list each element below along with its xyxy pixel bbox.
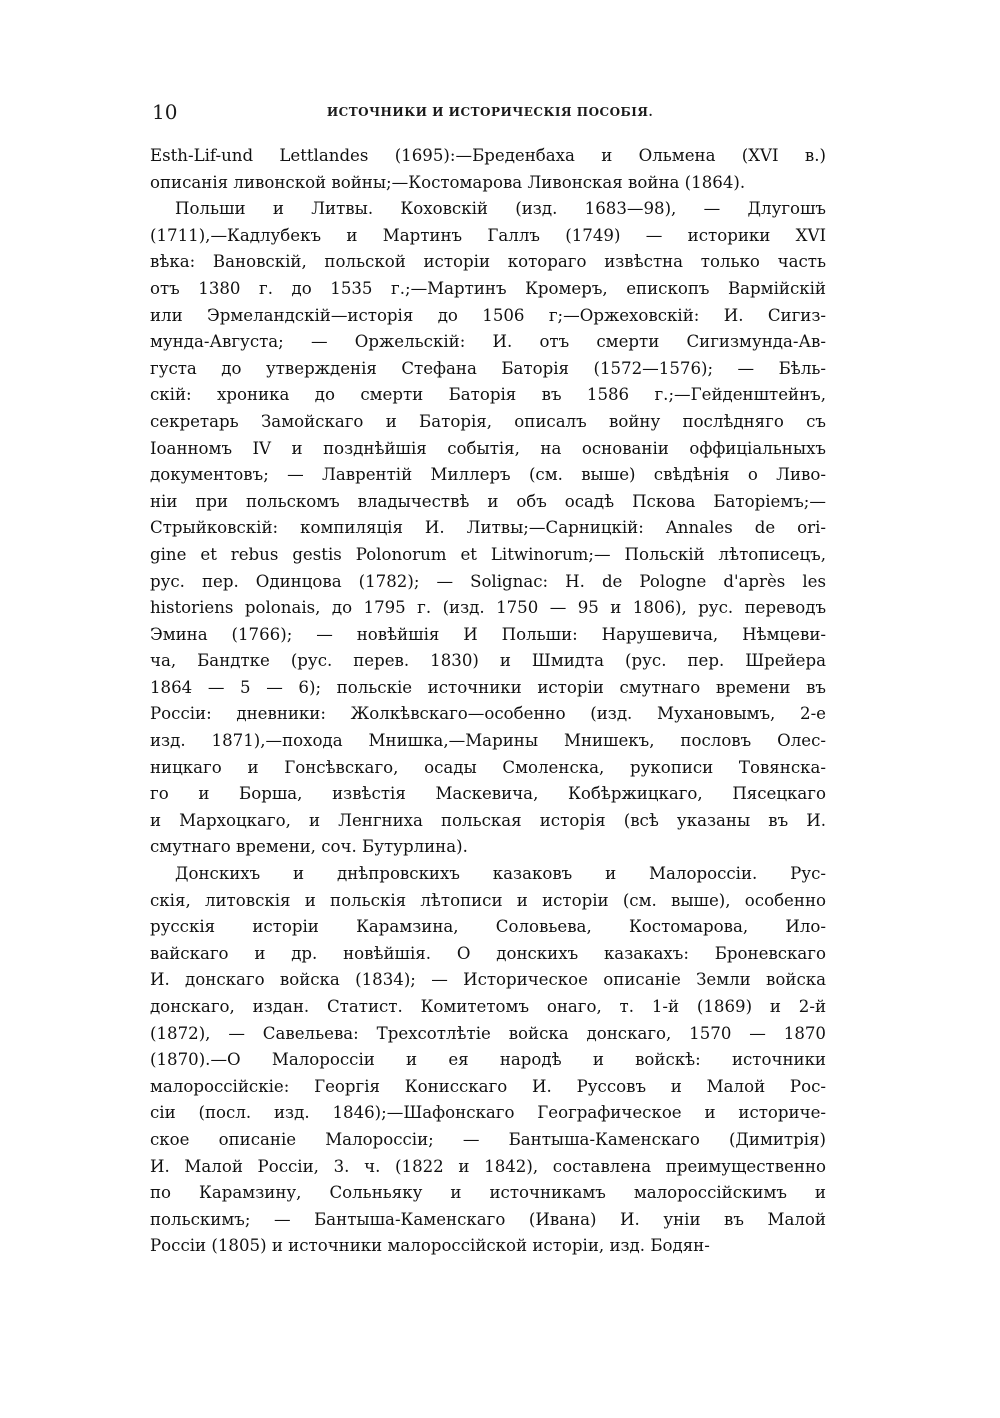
- text-line: польскимъ; — Бантыша-Каменскаго (Ивана) И. уніи въ Малой: [150, 1209, 826, 1229]
- text-line: по Карамзину, Сольньяку и источникамъ малороссійскимъ и: [150, 1183, 826, 1203]
- paragraph: [150, 861, 826, 1260]
- text-line: го и Борша, извѣстія Маскевича, Кобѣржицкаго, Пясецкаго: [150, 784, 826, 804]
- text-line: ское описаніе Малороссіи; — Бантыша-Каменскаго (Димитрія): [150, 1129, 826, 1149]
- text-line: gine et rebus gestis Polonorum et Litwinorum;— Польскій лѣтописецъ,: [150, 544, 826, 564]
- text-line: малороссійскіе: Георгія Конисскаго И. Руссовъ и Малой Рос-: [150, 1076, 826, 1096]
- text-line: описанія ливонской войны;—Костомарова Ливонская война (1864).: [150, 172, 746, 192]
- text-line: Эмина (1766); — новѣйшія И Польши: Нарушевича, Нѣмцеви-: [150, 624, 826, 644]
- text-line: И. донскаго войска (1834); — Историческое описаніе Земли войска: [150, 970, 826, 990]
- text-line: Россіи: дневники: Жолкѣвскаго—особенно (изд. Мухановымъ, 2-е: [150, 704, 826, 724]
- text-line: ницкаго и Гонсѣвскаго, осады Смоленска, рукописи Товянска-: [150, 757, 826, 777]
- text-line: Польши и Литвы. Коховскій (изд. 1683—98), — Длугошъ: [175, 199, 826, 219]
- body-text: [150, 143, 826, 1260]
- text-line: изд. 1871),—похода Мнишка,—Марины Мнишекъ, пословъ Олес-: [150, 731, 826, 751]
- text-line: скій: хроника до смерти Баторія въ 1586 г.;—Гейденштейнъ,: [150, 385, 826, 405]
- text-line: секретарь Замойскаго и Баторія, описалъ войну послѣдняго съ: [150, 411, 826, 431]
- text-line: (1711),—Кадлубекъ и Мартинъ Галлъ (1749) — историки XVI: [150, 225, 826, 245]
- text-line: (1872), — Савельева: Трехсотлѣтіе войска донскаго, 1570 — 1870: [150, 1023, 826, 1043]
- text-line: 1864 — 5 — 6); польскіе источники исторіи смутнаго времени въ: [150, 677, 826, 697]
- paragraph: [150, 143, 826, 196]
- text-line: Стрыйковскій: компиляція И. Литвы;—Сарницкій: Annales de ori-: [150, 518, 826, 538]
- paragraph: [150, 196, 826, 861]
- text-line: historiens polonais, до 1795 г. (изд. 1750 — 95 и 1806), рус. переводъ: [150, 598, 826, 618]
- text-line: И. Малой Россіи, 3. ч. (1822 и 1842), составлена преимущественно: [150, 1156, 826, 1176]
- text-line: Россіи (1805) и источники малороссійской исторіи, изд. Бодян-: [150, 1236, 710, 1256]
- text-line: густа до утвержденія Стефана Баторія (1572—1576); — Бѣль-: [150, 358, 826, 378]
- text-line: донскаго, издан. Статист. Комитетомъ онаго, т. 1-й (1869) и 2-й: [150, 997, 826, 1016]
- text-line: ча, Бандтке (рус. перев. 1830) и Шмидта (рус. пер. Шрейера: [150, 651, 826, 671]
- text-line: вѣка: Вановскій, польской исторіи котораго извѣстна только часть: [150, 252, 826, 272]
- text-line: или Эрмеландскій—исторія до 1506 г;—Оржеховскій: И. Сигиз-: [150, 305, 826, 325]
- text-line: и Мархоцкаго, и Ленгниха польская исторія (всѣ указаны въ И.: [150, 810, 826, 830]
- text-line: мунда-Августа; — Оржельскій: И. отъ смерти Сигизмунда-Ав-: [150, 332, 826, 352]
- text-line: отъ 1380 г. до 1535 г.;—Мартинъ Кромеръ, епископъ Вармійскій: [150, 278, 826, 298]
- running-head: ИСТОЧНИКИ И ИСТОРИЧЕСКІЯ ПОСОБІЯ.: [326, 105, 654, 119]
- text-line: скія, литовскія и польскія лѣтописи и исторіи (см. выше), особенно: [150, 890, 826, 910]
- text-line: (1870).—О Малороссіи и ея народѣ и войскѣ: источники: [150, 1050, 826, 1070]
- text-line: документовъ; — Лаврентій Миллеръ (см. выше) свѣдѣнія о Ливо-: [150, 465, 826, 485]
- text-line: Esth-Lif-und Lettlandes (1695):—Бреденбаха и Ольмена (XVI в.): [150, 146, 826, 165]
- text-line: рус. пер. Одинцова (1782); — Solignac: H. de Pologne d'après les: [150, 571, 826, 591]
- text-line: смутнаго времени, соч. Бутурлина).: [150, 837, 468, 857]
- text-line: вайскаго и др. новѣйшія. О донскихъ казакахъ: Броневскаго: [150, 943, 826, 963]
- text-line: ніи при польскомъ владычествѣ и объ осадѣ Пскова Баторіемъ;—: [150, 491, 826, 511]
- page-number: 10: [152, 100, 178, 124]
- page-header: [152, 100, 828, 130]
- text-line: сіи (посл. изд. 1846);—Шафонскаго Географическое и историче-: [150, 1103, 826, 1123]
- text-line: русскія исторіи Карамзина, Соловьева, Костомарова, Ило-: [150, 917, 826, 937]
- text-line: Іоанномъ IV и позднѣйшія событія, на основаніи оффиціальныхъ: [150, 438, 826, 458]
- text-line: Донскихъ и днѣпровскихъ казаковъ и Малороссіи. Рус-: [175, 864, 826, 884]
